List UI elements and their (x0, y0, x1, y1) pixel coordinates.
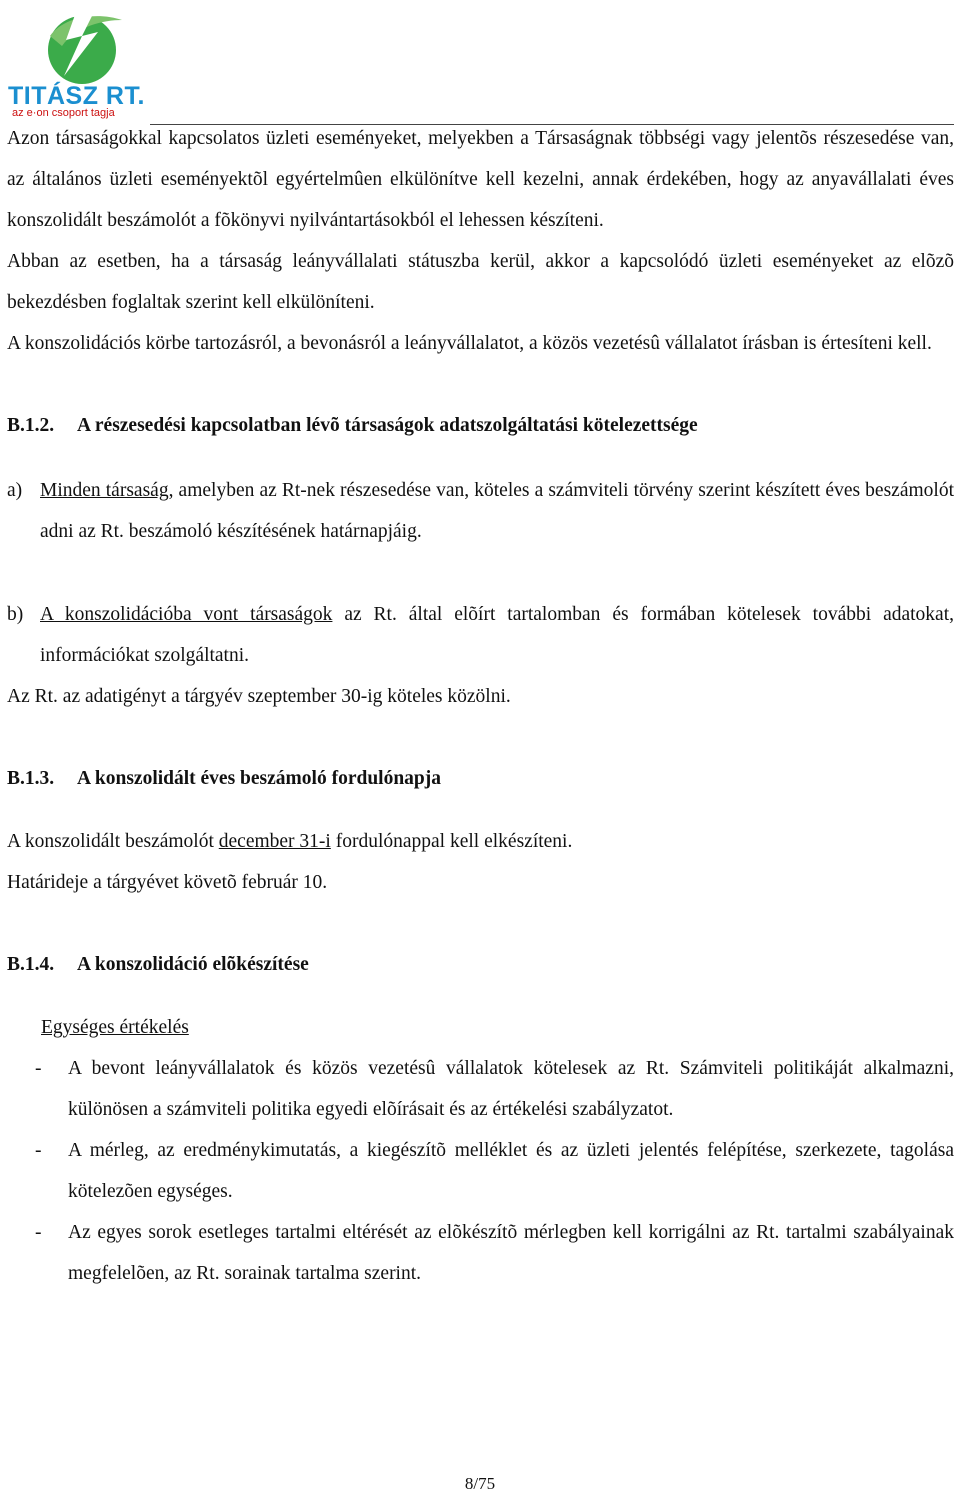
section-number: B.1.4. (7, 954, 55, 975)
dash-marker: - (35, 1140, 42, 1161)
document-body (7, 118, 954, 1294)
underlined-date: december 31-i (218, 831, 331, 852)
underlined-phrase: Minden társaság, (40, 480, 174, 501)
item-text: az Rt. által elõírt tartalomban és formában kötelesek további adatokat, információkat szolgáltatni. (40, 604, 954, 666)
logo-leaf-icon (6, 6, 136, 86)
section-number: B.1.2. (7, 415, 55, 436)
section-heading-b12 (7, 405, 954, 446)
page-number: 8/75 (464, 1474, 496, 1493)
section-heading-b13 (7, 758, 954, 799)
dash-item-1: - A bevont leányvállalatok és közös vezetésû vállalatok kötelesek az Rt. Számviteli politikáját alkalmazni, különösen a számviteli politika egyedi elõírásait és az értékelési szabályzatot. (7, 1048, 954, 1130)
section-title: A konszolidált éves beszámoló fordulónapja (77, 768, 442, 789)
list-item-a (7, 470, 954, 552)
logo-brand-text: TITÁSZ RT. (8, 82, 145, 110)
deadline-note: Az Rt. az adatigényt a tárgyév szeptember 30-ig köteles közölni. (7, 686, 511, 707)
underlined-phrase: A konszolidációba vont társaságok (40, 604, 333, 625)
section-heading-b14 (7, 944, 954, 985)
list-marker: a) (7, 480, 23, 501)
dash-marker: - (35, 1222, 42, 1243)
section-b13-paragraph-2: Határideje a tárgyévet követõ február 10. (7, 872, 328, 893)
section-b13-paragraph-1: A konszolidált beszámolót december 31-i fordulónappal kell elkészíteni. (7, 831, 573, 852)
section-title: A konszolidáció elõkészítése (77, 954, 309, 975)
list-item-b (7, 594, 954, 676)
dash-marker: - (35, 1058, 42, 1079)
intro-paragraph-2: Abban az esetben, ha a társaság leányvállalati státuszba kerül, akkor a kapcsolódó üzleti eseményeket az elõzõ bekezdésben foglaltak szerint kell elkülöníteni. (7, 251, 954, 313)
intro-paragraph-1: Azon társaságokkal kapcsolatos üzleti eseményeket, melyekben a Társaságnak többségi vagy jelentõs részesedése van, az általános üzleti eseményektõl egyértelmûen elkülönítve kell kezelni, annak érdekében, hogy az anyavállalati éves konszolidált beszámolót a fõkönyvi nyilvántartásokból el lehessen készíteni. (7, 128, 954, 231)
list-marker: b) (7, 604, 24, 625)
section-title: A részesedési kapcsolatban lévõ társaságok adatszolgáltatási kötelezettsége (77, 415, 698, 436)
subheading-uniform-valuation: Egységes értékelés (41, 1017, 189, 1038)
logo-tagline: az e·on csoport tagja (12, 107, 115, 119)
dash-item-3: - Az egyes sorok esetleges tartalmi eltérését az elõkészítõ mérlegben kell korrigálni az Rt. tartalmi szabályainak megfelelõen, az Rt. sorainak tartalma szerint. (7, 1212, 954, 1294)
item-text: amelyben az Rt-nek részesedése van, köteles a számviteli törvény szerint készített éves beszámolót adni az Rt. beszámoló készítésének határnapjáig. (40, 480, 954, 542)
dash-item-2: - A mérleg, az eredménykimutatás, a kiegészítõ melléklet és az üzleti jelentés felépítése, szerkezete, tagolása kötelezõen egységes. (7, 1130, 954, 1212)
intro-paragraph-3: A konszolidációs körbe tartozásról, a bevonásról a leányvállalatot, a közös vezetésû vállalatot írásban is értesíteni kell. (7, 333, 932, 354)
section-number: B.1.3. (7, 768, 55, 789)
